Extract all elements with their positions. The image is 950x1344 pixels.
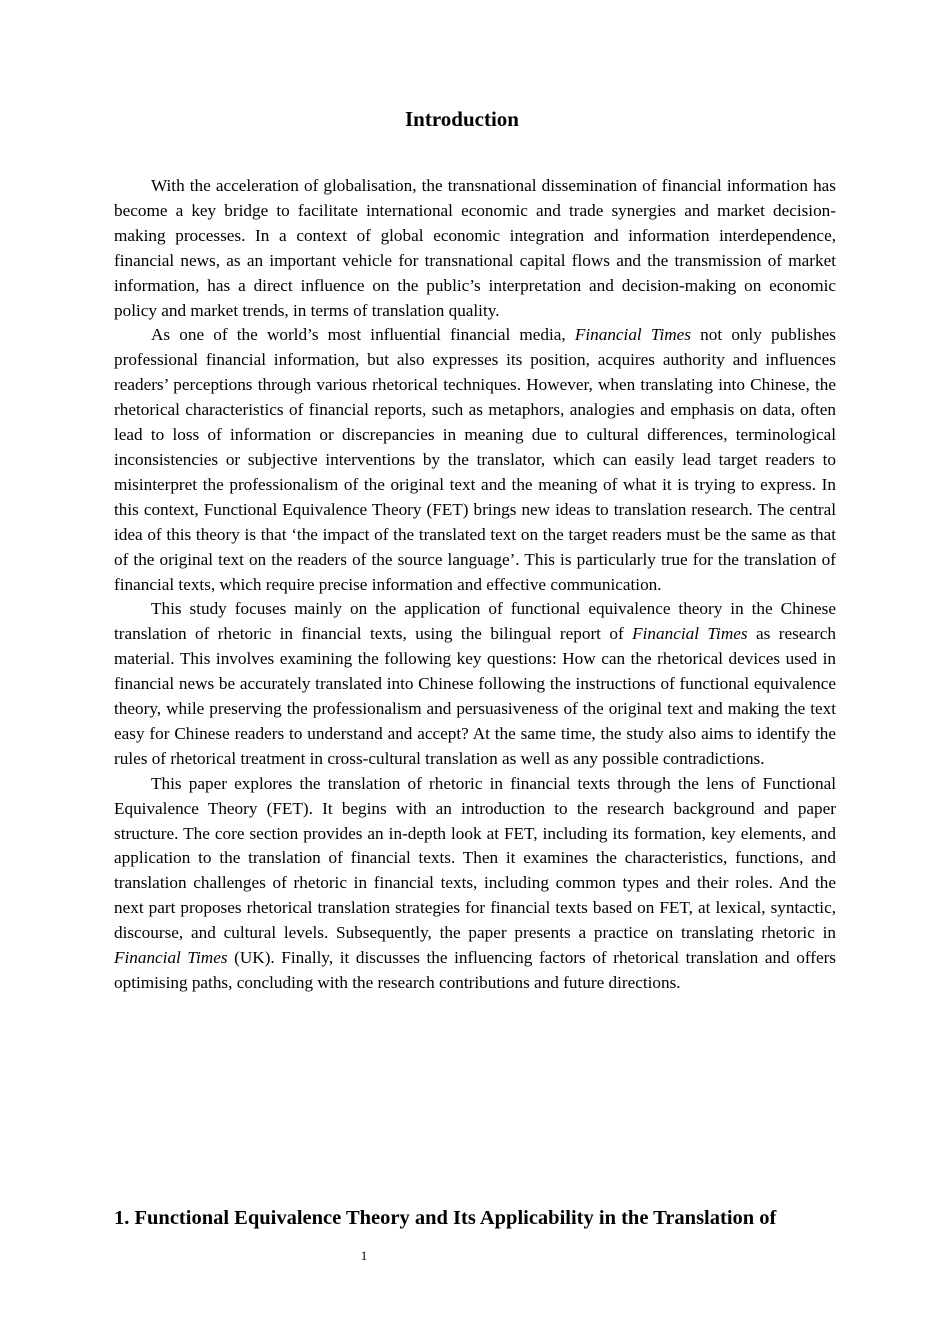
section-heading: 1. Functional Equivalence Theory and Its Applicability in the Translation of <box>114 1207 777 1229</box>
paragraph-2 <box>114 323 836 597</box>
paragraph-2-italic-title: Financial Times <box>574 325 691 345</box>
paragraph-3 <box>114 597 836 771</box>
paragraph-3-text-a: This study focuses mainly on the application of functional equivalence theory in the Chinese translation of rhetoric in financial texts, using the bilingual report of <box>114 599 836 644</box>
paragraph-1-text: With the acceleration of globalisation, the transnational dissemination of financial information has become a key bridge to facilitate international economic and trade synergies and market decision-making processes. In a context of global economic integration and information interdependence, financial news, as an important vehicle for transnational capital flows and the transmission of market information, has a direct influence on the public’s interpretation and decision-making on economic policy and market trends, in terms of translation quality. <box>114 176 836 320</box>
paragraph-3-text-b: as research material. This involves examining the following key questions: How can the rhetorical devices used in financial news be accurately translated into Chinese following the instructions of functional equivalence theory, while preserving the professionalism and persuasiveness of the original text and making the text easy for Chinese readers to understand and accept? At the same time, the study also aims to identify the rules of rhetorical treatment in cross-cultural translation as well as any possible contradictions. <box>114 624 836 768</box>
paragraph-2-text-a: As one of the world’s most influential financial media, <box>151 325 575 345</box>
paragraph-4-text-a: This paper explores the translation of rhetoric in financial texts through the lens of Functional Equivalence Theory (FET). It begins with an introduction to the research background and paper structure. The core section provides an in-depth look at FET, including its formation, key elements, and application to the translation of financial texts. Then it examines the characteristics, functions, and translation challenges of rhetoric in financial texts, including common types and their roles. And the next part proposes rhetorical translation strategies for financial texts based on FET, at lexical, syntactic, discourse, and cultural levels. Subsequently, the paper presents a practice on translating rhetoric in <box>114 773 836 943</box>
introduction-body <box>114 174 836 996</box>
page-number: 1 <box>360 1248 368 1263</box>
paragraph-2-text-b: not only publishes professional financial information, but also expresses its position, acquires authority and influences readers’ perceptions through various rhetorical techniques. However, when translating into Chinese, the rhetorical characteristics of financial reports, such as metaphors, analogies and emphasis on data, often lead to loss of information or discrepancies in meaning due to cultural differences, terminological inconsistencies or subjective interventions by the translator, which can easily lead target readers to misinterpret the professionalism of the original text and the meaning of what it is trying to express. In this context, Functional Equivalence Theory (FET) brings new ideas to translation research. The central idea of this theory is that ‘the impact of the translated text on the target readers must be the same as that of the original text on the readers of the source language’. This is particularly true for the translation of financial texts, which require precise information and effective communication. <box>114 325 836 594</box>
paragraph-4 <box>114 772 836 996</box>
paragraph-1 <box>114 174 836 323</box>
page-title: Introduction <box>405 107 519 131</box>
paragraph-4-text-b: (UK). Finally, it discusses the influencing factors of rhetorical translation and offers optimising paths, concluding with the research contributions and future directions. <box>114 948 836 992</box>
paragraph-3-italic-title: Financial Times <box>632 624 748 644</box>
paragraph-4-italic-title: Financial Times <box>114 948 228 968</box>
